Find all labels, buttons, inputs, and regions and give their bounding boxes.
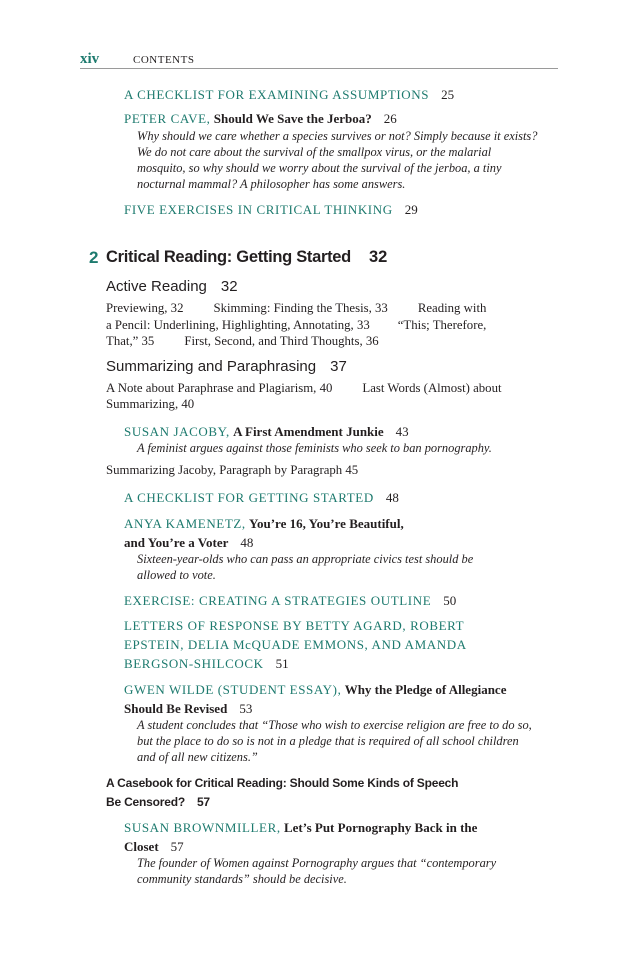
entry-author: SUSAN JACOBY, <box>124 424 230 439</box>
entry-description: and of all new citizens.” <box>137 750 258 764</box>
entry-title: and You’re a Voter <box>124 535 229 550</box>
entry-description: Why should we care whether a species survives or not? Simply because it exists? <box>137 129 538 143</box>
folio: xiv <box>80 51 100 67</box>
summarizing-jacoby-entry[interactable]: Summarizing Jacoby, Paragraph by Paragraph 45 <box>106 463 359 477</box>
section-title: Active Reading <box>106 278 207 295</box>
entry-label: A CHECKLIST FOR EXAMINING ASSUMPTIONS <box>124 87 430 102</box>
subentry-line <box>106 397 194 412</box>
entry-author: GWEN WILDE (STUDENT ESSAY), <box>124 682 342 697</box>
page-number: 48 <box>240 535 254 550</box>
page-number: 51 <box>275 656 289 671</box>
kamenetz-entry-continued[interactable] <box>124 535 253 551</box>
subentry[interactable]: A Note about Paraphrase and Plagiarism, 40 <box>106 381 333 395</box>
subentry[interactable]: “This; Therefore, <box>397 318 487 332</box>
entry-description: nocturnal mammal? A philosopher has some answers. <box>137 177 406 191</box>
letters-entry[interactable]: LETTERS OF RESPONSE BY BETTY AGARD, ROBERT <box>124 618 465 633</box>
page-number: 29 <box>404 202 418 217</box>
page-number: 25 <box>441 87 455 102</box>
page-number: 26 <box>383 111 397 126</box>
entry-description: A feminist argues against those feminists who seek to ban pornography. <box>137 441 492 455</box>
brownmiller-entry-continued[interactable] <box>124 839 184 855</box>
entry-author: ANYA KAMENETZ, <box>124 516 246 531</box>
subentry[interactable]: That,” 35 <box>106 334 155 348</box>
subentry-line <box>106 318 486 333</box>
subentry-line <box>106 334 379 349</box>
entry-description: community standards” should be decisive. <box>137 872 347 886</box>
page-number: 32 <box>220 278 238 295</box>
page-number: 50 <box>443 593 457 608</box>
subentry[interactable]: First, Second, and Third Thoughts, 36 <box>184 334 379 348</box>
letters-entry[interactable]: EPSTEIN, DELIA McQUADE EMMONS, AND AMANDA <box>124 637 467 652</box>
page-number: 43 <box>395 424 409 439</box>
page-number: 57 <box>196 795 210 809</box>
subentry[interactable]: Summarizing, 40 <box>106 397 195 411</box>
section-title: Summarizing and Paraphrasing <box>106 358 317 375</box>
jacoby-entry[interactable] <box>124 424 409 440</box>
page-number: 53 <box>239 701 253 716</box>
section-heading-summarizing[interactable] <box>106 358 347 375</box>
entry-label: EXERCISE: CREATING A STRATEGIES OUTLINE <box>124 593 432 608</box>
entry-description: Sixteen-year-olds who can pass an appropriate civics test should be <box>137 552 474 566</box>
chapter-title: Critical Reading: Getting Started <box>106 248 351 266</box>
entry-label: FIVE EXERCISES IN CRITICAL THINKING <box>124 202 393 217</box>
page-number: 57 <box>170 839 184 854</box>
entry-title: Why the Pledge of Allegiance <box>344 682 507 697</box>
subentry-line <box>106 301 486 316</box>
letters-entry[interactable] <box>124 656 289 672</box>
page-number: 32 <box>368 248 388 266</box>
casebook-heading-continued[interactable] <box>106 795 210 809</box>
entry-title: Closet <box>124 839 159 854</box>
entry-description: A student concludes that “Those who wish to exercise religion are free to do so, <box>137 718 532 732</box>
kamenetz-entry[interactable] <box>124 516 404 532</box>
entry-description: but the place to do so is not in a pledge that is required of all school children <box>137 734 519 748</box>
chapter-heading[interactable] <box>106 248 387 267</box>
subentry[interactable]: Reading with <box>417 301 487 315</box>
checklist-started-entry[interactable] <box>124 490 399 506</box>
entry-author: PETER CAVE, <box>124 111 211 126</box>
subentry[interactable]: Skimming: Finding the Thesis, 33 <box>213 301 388 315</box>
entry-label: A CHECKLIST FOR GETTING STARTED <box>124 490 374 505</box>
casebook-heading[interactable]: A Casebook for Critical Reading: Should Some Kinds of Speech <box>106 776 459 790</box>
entry-title: You’re 16, You’re Beautiful, <box>249 516 404 531</box>
subentry[interactable]: Previewing, 32 <box>106 301 184 315</box>
entry-title: Should We Save the Jerboa? <box>213 111 372 126</box>
chapter-number: 2 <box>89 248 99 267</box>
entry-label: BERGSON-SHILCOCK <box>124 656 264 671</box>
exercise-outline-entry[interactable] <box>124 593 456 609</box>
subentry[interactable]: Last Words (Almost) about <box>362 381 502 395</box>
cave-entry[interactable] <box>124 111 397 127</box>
checklist-assumptions-entry[interactable] <box>124 87 454 103</box>
entry-description: mosquito, so why should we worry about the survival of the jerboa, a tiny <box>137 161 502 175</box>
running-head: CONTENTS <box>133 54 195 66</box>
entry-title: Let’s Put Pornography Back in the <box>283 820 478 835</box>
header-rule <box>80 68 558 69</box>
subentry[interactable]: a Pencil: Underlining, Highlighting, Annotating, 33 <box>106 318 370 332</box>
casebook-title: Be Censored? <box>106 795 185 809</box>
wilde-entry[interactable] <box>124 682 506 698</box>
exercises-entry[interactable] <box>124 202 418 218</box>
wilde-entry-continued[interactable] <box>124 701 252 717</box>
brownmiller-entry[interactable] <box>124 820 477 836</box>
page-number: 37 <box>330 358 347 375</box>
entry-title: A First Amendment Junkie <box>233 424 384 439</box>
entry-description: The founder of Women against Pornography argues that “contemporary <box>137 856 497 870</box>
entry-description: allowed to vote. <box>137 568 216 582</box>
subentry-line <box>106 381 502 396</box>
entry-description: We do not care about the survival of the smallpox virus, or the malarial <box>137 145 492 159</box>
page-number: 48 <box>385 490 399 505</box>
section-heading-active-reading[interactable] <box>106 278 238 295</box>
entry-author: SUSAN BROWNMILLER, <box>124 820 281 835</box>
entry-title: Should Be Revised <box>124 701 228 716</box>
